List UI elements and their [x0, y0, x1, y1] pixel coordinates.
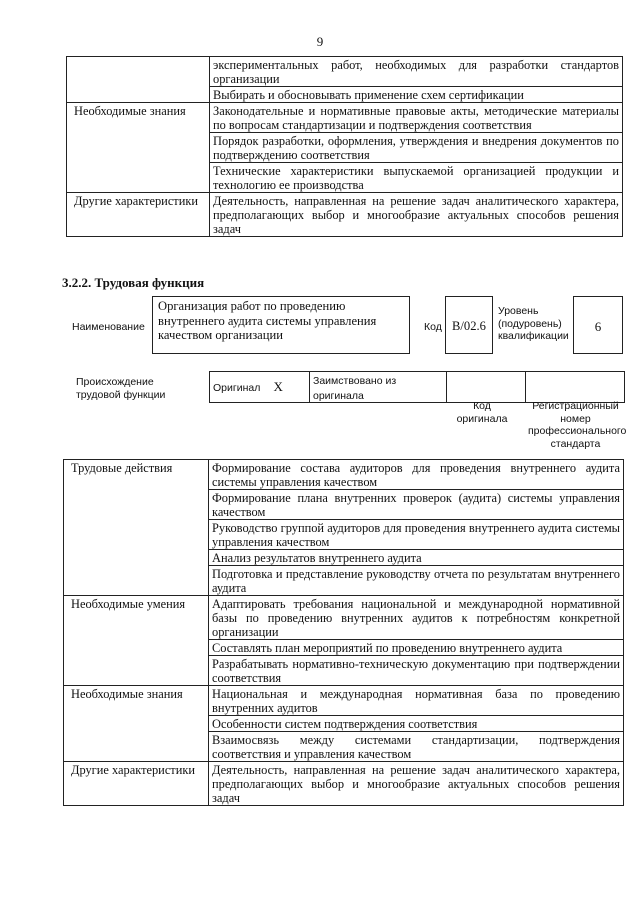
function-name: Организация работ по проведению внутреннего аудита системы управления качеством организации	[158, 299, 377, 342]
code-original-cell	[447, 372, 526, 403]
origin-label: Происхождение трудовой функции	[76, 376, 166, 401]
borrowed-label: Заимствовано из оригинала	[313, 375, 397, 402]
row-label-knowledge: Необходимые знания	[64, 686, 209, 762]
list-item: Анализ результатов внутреннего аудита	[209, 550, 624, 566]
list-item: Формирование плана внутренних проверок (аудита) системы управления качеством	[209, 490, 624, 520]
code-value: B/02.6	[452, 319, 486, 333]
reg-number-cell	[526, 372, 625, 403]
list-item: Технические характеристики выпускаемой организацией продукции и технологию ее производства	[210, 163, 623, 193]
list-item: Взаимосвязь между системами стандартизации, подтверждения соответствия и управления качеством	[209, 732, 624, 762]
list-item: Адаптировать требования национальной и международной нормативной базы по проведению внутренних аудитов к потребностям конкретной организации	[209, 596, 624, 640]
list-item: Руководство группой аудиторов для проведения внутреннего аудита системы управления качеством	[209, 520, 624, 550]
origin-table	[209, 371, 625, 403]
list-item: Порядок разработки, оформления, утверждения и внедрения документов по подтверждению соответствия	[210, 133, 623, 163]
section-title: 3.2.2. Трудовая функция	[62, 275, 205, 290]
list-item: Законодательные и нормативные правовые акты, методические материалы по вопросам стандартизации и подтверждения соответствия	[210, 103, 623, 133]
code-label: Код	[424, 321, 442, 333]
list-item: Деятельность, направленная на решение задач аналитического характера, предполагающих выбор и многообразие актуальных способов решения задач	[209, 762, 624, 806]
list-item: Особенности систем подтверждения соответствия	[209, 716, 624, 732]
row-label-actions: Трудовые действия	[64, 460, 209, 596]
code-original-caption: Код оригинала	[456, 400, 508, 425]
level-box	[573, 296, 623, 354]
list-item: Деятельность, направленная на решение задач аналитического характера, предполагающих выбор и многообразие актуальных способов решения задач	[210, 193, 623, 237]
function-name-box	[152, 296, 410, 354]
list-item: Выбирать и обосновывать применение схем сертификации	[210, 87, 623, 103]
borrowed-cell	[310, 372, 447, 403]
row-label-empty	[67, 57, 210, 103]
row-label-knowledge: Необходимые знания	[67, 103, 210, 193]
page-number: 9	[316, 34, 324, 49]
code-box	[445, 296, 493, 354]
top-characteristics-table	[66, 56, 623, 237]
list-item: Формирование состава аудиторов для проведения внутреннего аудита системы управления качеством	[209, 460, 624, 490]
list-item: Подготовка и представление руководству отчета по результатам внутреннего аудита	[209, 566, 624, 596]
original-mark: X	[273, 379, 283, 395]
list-item: Национальная и международная нормативная база по проведению внутренних аудитов	[209, 686, 624, 716]
row-label-skills: Необходимые умения	[64, 596, 209, 686]
list-item: Составлять план мероприятий по проведению внутреннего аудита	[209, 640, 624, 656]
original-cell	[210, 372, 310, 403]
level-label: Уровень (подуровень) квалификации	[498, 305, 569, 342]
original-label: Оригинал	[213, 382, 261, 395]
list-item: экспериментальных работ, необходимых для разработки стандартов организации	[210, 57, 623, 87]
labor-function-table	[63, 459, 624, 806]
row-label-other: Другие характеристики	[64, 762, 209, 806]
row-label-other: Другие характеристики	[67, 193, 210, 237]
name-label: Наименование	[72, 321, 145, 333]
level-value: 6	[594, 319, 602, 334]
reg-number-caption: Регистрационный номер профессионального стандарта	[528, 400, 627, 450]
list-item: Разрабатывать нормативно-техническую документацию при подтверждении соответствия	[209, 656, 624, 686]
